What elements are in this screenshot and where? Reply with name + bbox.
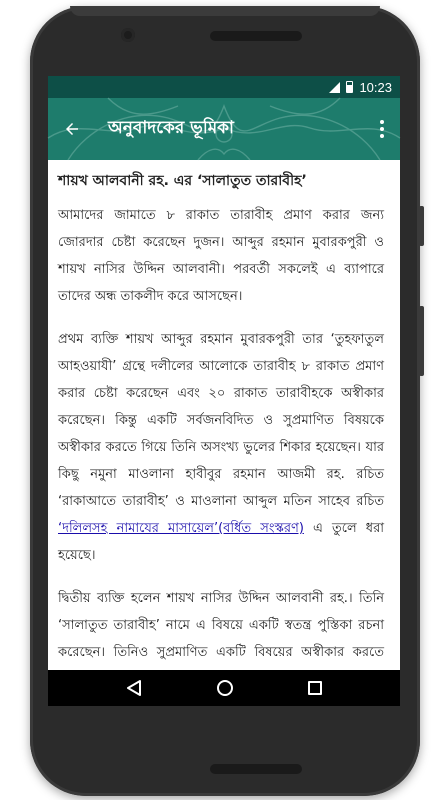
paragraph-2-text: প্রথম ব্যক্তি শায়খ আব্দুর রহমান মুবারকপুরী তার ‘তুহফাতুল আহওয়াযী’ গ্রন্থে দলীলের আলোকে তারাবীহ ৮ রাকাত প্রমাণ করার চেষ্টা করেছেন এবং ২০ রাকাত তারাবীহকে অস্বীকার করেছেন। কিন্তু একটি সর্বজনবিদিত ও সুপ্রমাণিত বিষয়কে অস্বীকার করতে গিয়ে তিনি অসংখ্য ভুলের শিকার হয়েছেন। যার কিছু নমুনা মাওলানা হাবীবুর রহমান আজমী রহ. রচিত ‘রাকাআতে তারাবীহ’ ও মাওলানা আব্দুল মতিন সাহেব রচিত: [58, 332, 384, 509]
arrow-left-icon: [63, 120, 81, 138]
signal-icon: [329, 82, 340, 93]
book-link[interactable]: ‘দলিলসহ নামাযের মাসায়েল’(বর্ধিত সংস্করণ): [58, 521, 304, 536]
phone-top-edge: [70, 6, 380, 16]
earpiece-speaker: [210, 31, 302, 41]
more-vert-icon-dot: [380, 134, 384, 138]
status-bar: [48, 76, 400, 98]
paragraph-2-tail: এ তুলে ধরা হয়েছে।: [58, 521, 384, 563]
bottom-speaker: [210, 764, 302, 774]
more-vert-icon: [380, 120, 384, 124]
more-vert-icon-dot: [380, 127, 384, 131]
article-heading: শায়খ আলবানী রহ. এর ‘সালাতুত তারাবীহ’: [58, 173, 307, 189]
article-content[interactable]: [48, 160, 400, 670]
page-title: অনুবাদকের ভূমিকা: [108, 118, 234, 138]
home-circle-icon[interactable]: [217, 680, 233, 696]
battery-icon: [346, 81, 353, 93]
front-camera-icon: [121, 28, 135, 42]
system-nav-bar: [48, 670, 400, 706]
paragraph-1: আমাদের জামাতে ৮ রাকাত তারাবীহ প্রমাণ করার জন্য জোরদার চেষ্টা করেছেন দুজন। আব্দুর রহমান মুবারকপুরী ও শায়খ নাসির উদ্দিন আলবানী। পরবর্তী সকলেই এ ব্যাপারে তাদের অন্ধ তাকলীদ করে আসছেন।: [58, 208, 384, 304]
back-triangle-icon[interactable]: [126, 679, 142, 697]
paragraph-2: [58, 326, 384, 569]
app-bar: [48, 98, 400, 160]
power-button: [419, 306, 424, 376]
paragraph-3: দ্বিতীয় ব্যক্তি হলেন শায়খ নাসির উদ্দিন আলবানী রহ.। তিনি ‘সালাতুত তারাবীহ’ নামে এ বিষয়ে একটি স্বতন্ত্র পুস্তিকা রচনা করেছেন। তিনিও সুপ্রমাণিত একটি বিষয়ের অস্বীকার করতে: [58, 591, 384, 660]
overflow-menu-button[interactable]: [370, 112, 394, 146]
status-time: 10:23: [359, 79, 392, 95]
back-button[interactable]: [48, 98, 96, 160]
app-screen: [48, 76, 400, 706]
recents-square-icon[interactable]: [308, 681, 322, 695]
volume-button: [419, 206, 424, 246]
